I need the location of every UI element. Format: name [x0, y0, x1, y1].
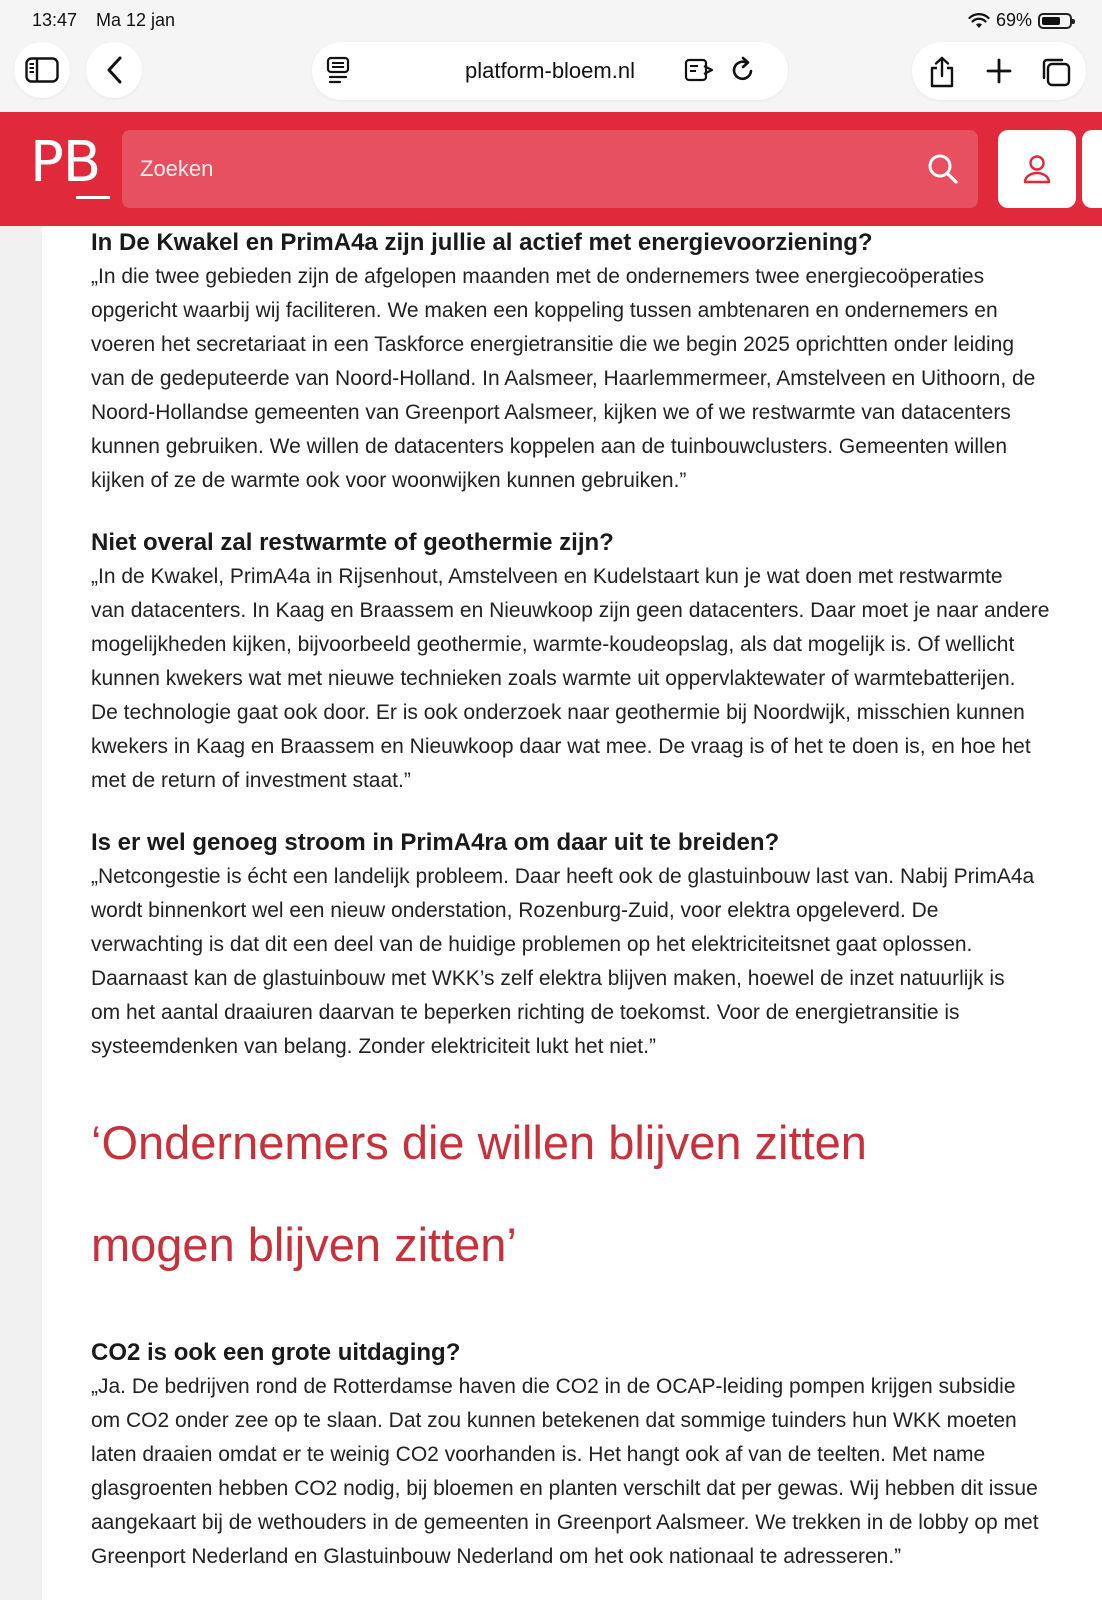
wifi-icon	[968, 13, 990, 29]
answer-text: „Ja. De bedrijven rond de Rotterdamse haven die CO2 in de OCAP-leiding pompen krijgen subsidie om CO2 onder zee op te slaan. Dat zou kunnen betekenen dat sommige tuinders hun WKK moeten laten draaien omdat er te weinig CO2 voorhanden is. Het hangt ook af van de teelten. Met name glasgroenten hebben CO2 nodig, bij bloemen en planten verschilt dat per gewas. Wij hebben dit issue aangekaart bij de wethouders in de gemeenten in Greenport Aalsmeer. We trekken in de lobby op met Greenport Nederland en Glastuinbouw Nederland om het ook nationaal te adresseren.”	[91, 1375, 1039, 1568]
battery-icon	[1038, 13, 1072, 29]
qa-section	[91, 526, 1091, 798]
url-text[interactable]: platform-bloem.nl	[465, 58, 635, 83]
qa-section	[91, 1336, 1091, 1574]
address-bar[interactable]	[312, 42, 788, 100]
battery-fill	[1042, 17, 1060, 25]
status-date: Ma 12 jan	[96, 10, 176, 30]
share-icon[interactable]	[928, 56, 956, 88]
logo-underline	[76, 196, 110, 199]
pull-quote: ‘Ondernemers die willen blijven zitten mogen blijven zitten’	[91, 1116, 867, 1271]
status-bar	[0, 0, 1102, 40]
article-body	[91, 226, 1091, 1600]
sidebar-icon	[25, 57, 59, 83]
browser-toolbar	[0, 40, 1102, 112]
reload-icon[interactable]	[730, 56, 756, 84]
status-indicators	[968, 10, 1072, 31]
chevron-left-icon	[105, 56, 123, 84]
user-icon	[1022, 153, 1052, 185]
qa-section	[91, 826, 1091, 1064]
battery-percent: 69%	[995, 10, 1032, 30]
account-button[interactable]	[998, 130, 1076, 208]
answer-text: „In die twee gebieden zijn de afgelopen maanden met de ondernemers twee energiecoöperaties opgericht waarbij wij faciliteren. We maken een koppeling tussen ambtenaren en ondernemers en voeren het secretariaat in een Taskforce energietransitie die we begin 2025 oprichtten onder leiding van de gedeputeerde van Noord-Holland. In Aalsmeer, Haarlemmermeer, Amstelveen en Uithoorn, de Noord-Hollandse gemeenten van Greenport Aalsmeer, kijken we of we restwarmte van datacenters kunnen gebruiken. We willen de datacenters koppelen aan de tuinbouwclusters. Gemeenten willen kijken of ze de warmte ook voor woonwijken kunnen gebruiken.”	[91, 265, 1036, 492]
qa-section	[91, 226, 1091, 498]
left-gutter	[0, 226, 42, 1600]
search-bar[interactable]	[122, 130, 978, 208]
site-header	[0, 112, 1102, 226]
answer-text: „Netcongestie is écht een landelijk probleem. Daar heeft ook de glastuinbouw last van. Nabij PrimA4a wordt binnenkort wel een nieuw onderstation, Rozenburg-Zuid, voor elektra opgeleverd. De verwachting is dat dit een deel van de huidige problemen op het elektriciteitsnet gaat oplossen. Daarnaast kan de glastuinbouw met WKK’s zelf elektra blijven maken, hoewel de inzet natuurlijk is om het aantal draaiuren daarvan te beperken richting de toekomst. Voor de energietransitie is systeemdenken van belang. Zonder elektriciteit lukt het niet.”	[91, 865, 1035, 1058]
question-heading: CO2 is ook een grote uitdaging?	[91, 1339, 461, 1366]
back-button[interactable]	[86, 42, 142, 98]
tabs-overview-icon[interactable]	[1040, 56, 1072, 88]
reader-extension-icon[interactable]	[684, 56, 714, 84]
header-menu-edge[interactable]	[1082, 130, 1102, 208]
question-heading: Niet overal zal restwarmte of geothermie zijn?	[91, 529, 614, 556]
search-icon[interactable]	[926, 152, 960, 186]
status-time: 13:47	[32, 10, 78, 30]
sidebar-button[interactable]	[14, 42, 70, 98]
new-tab-icon[interactable]	[986, 58, 1012, 84]
site-logo[interactable]: PB	[30, 130, 101, 195]
question-heading: Is er wel genoeg stroom in PrimA4ra om daar uit te breiden?	[91, 829, 780, 856]
toolbar-actions	[912, 42, 1086, 100]
search-input[interactable]	[140, 154, 900, 184]
answer-text: „In de Kwakel, PrimA4a in Rijsenhout, Amstelveen en Kudelstaart kun je wat doen met restwarmte van datacenters. In Kaag en Braassem en Nieuwkoop zijn geen datacenters. Daar moet je naar andere mogelijkheden kijken, bijvoorbeeld geothermie, warmte-koudeopslag, als dat mogelijk is. Of wellicht kunnen kwekers wat met nieuwe technieken zoals warmte uit oppervlaktewater of warmtebatterijen. De technologie gaat ook door. Er is ook onderzoek naar geothermie bij Noordwijk, misschien kunnen kwekers in Kaag en Braassem en Nieuwkoop daar wat mee. De vraag is of het te doen is, en hoe het met de return of investment staat.”	[91, 565, 1050, 792]
question-heading: In De Kwakel en PrimA4a zijn jullie al actief met energievoorziening?	[91, 229, 873, 256]
